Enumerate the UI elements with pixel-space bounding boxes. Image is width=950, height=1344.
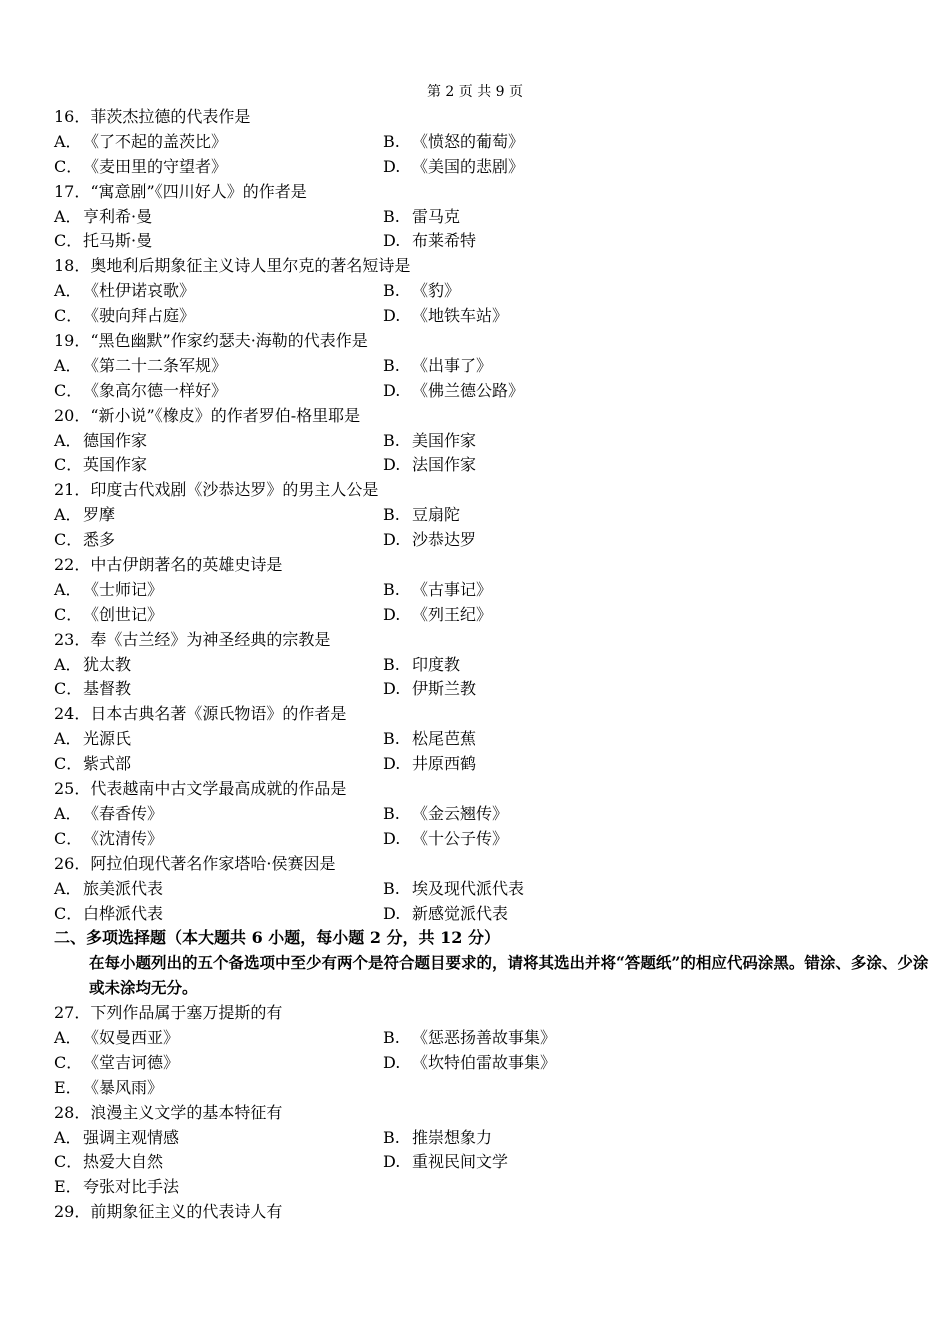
option-letter: A． bbox=[54, 131, 82, 151]
option-3 bbox=[383, 1150, 508, 1175]
option-2 bbox=[54, 379, 227, 404]
question-stem: 18．奥地利后期象征主义诗人里尔克的著名短诗是 bbox=[54, 256, 411, 276]
option-text: 《美国的悲剧》 bbox=[412, 156, 525, 176]
option-0 bbox=[54, 802, 163, 827]
option-letter: A． bbox=[54, 505, 82, 525]
option-2 bbox=[54, 603, 163, 628]
option-1 bbox=[383, 354, 492, 379]
multiple-choice-questions bbox=[54, 1001, 924, 1225]
option-1 bbox=[383, 429, 476, 454]
question-stem: 24．日本古典名著《源氏物语》的作者是 bbox=[54, 704, 347, 724]
option-0 bbox=[54, 1026, 179, 1051]
option-text: 强调主观情感 bbox=[83, 1127, 180, 1147]
option-letter: C． bbox=[54, 754, 83, 774]
option-letter: A． bbox=[54, 430, 82, 450]
option-letter: C． bbox=[54, 380, 83, 400]
option-row bbox=[54, 752, 924, 777]
option-row bbox=[54, 503, 924, 528]
option-letter: D. bbox=[383, 380, 401, 400]
option-text: 《了不起的盖茨比》 bbox=[83, 131, 228, 151]
option-3 bbox=[383, 379, 524, 404]
option-text: 德国作家 bbox=[83, 430, 148, 450]
exam-content bbox=[54, 105, 929, 1225]
option-row bbox=[54, 429, 924, 454]
option-0 bbox=[54, 1126, 179, 1151]
option-1 bbox=[383, 1126, 492, 1151]
option-letter: C． bbox=[54, 679, 83, 699]
option-text: 英国作家 bbox=[83, 455, 148, 475]
option-letter: D. bbox=[383, 231, 401, 251]
option-text: 《堂吉诃德》 bbox=[83, 1052, 180, 1072]
option-2 bbox=[54, 1150, 163, 1175]
question-stem: 25．代表越南中古文学最高成就的作品是 bbox=[54, 779, 347, 799]
option-4 bbox=[54, 1175, 179, 1200]
option-row bbox=[54, 877, 924, 902]
option-letter: A． bbox=[54, 878, 82, 898]
option-text: 犹太教 bbox=[83, 654, 132, 674]
option-text: 沙恭达罗 bbox=[412, 530, 477, 550]
option-2 bbox=[54, 453, 147, 478]
option-1 bbox=[383, 503, 460, 528]
option-letter: A． bbox=[54, 206, 82, 226]
option-text: 美国作家 bbox=[412, 430, 477, 450]
option-letter: B. bbox=[383, 654, 400, 674]
option-text: 《暴风雨》 bbox=[83, 1077, 164, 1097]
option-letter: B. bbox=[383, 1127, 400, 1147]
option-letter: A． bbox=[54, 1027, 82, 1047]
option-letter: A． bbox=[54, 803, 82, 823]
option-text: 《地铁车站》 bbox=[412, 306, 509, 326]
option-1 bbox=[383, 653, 460, 678]
option-letter: B. bbox=[383, 355, 400, 375]
option-3 bbox=[383, 827, 508, 852]
option-letter: B. bbox=[383, 878, 400, 898]
option-letter: C． bbox=[54, 903, 83, 923]
option-0 bbox=[54, 877, 163, 902]
option-row bbox=[54, 528, 924, 553]
option-letter: B. bbox=[383, 803, 400, 823]
option-1 bbox=[383, 1026, 556, 1051]
section-title: 二、多项选择题（本大题共 6 小题，每小题 2 分，共 12 分） bbox=[54, 928, 500, 948]
option-row bbox=[54, 229, 924, 254]
option-letter: B. bbox=[383, 505, 400, 525]
option-letter: A． bbox=[54, 579, 82, 599]
option-text: 《古事记》 bbox=[412, 579, 493, 599]
option-0 bbox=[54, 578, 163, 603]
option-text: 《列王纪》 bbox=[412, 604, 493, 624]
option-row bbox=[54, 1150, 924, 1175]
option-text: 基督教 bbox=[83, 679, 132, 699]
option-letter: D. bbox=[383, 828, 401, 848]
option-0 bbox=[54, 727, 131, 752]
option-letter: B. bbox=[383, 281, 400, 301]
option-letter: D. bbox=[383, 903, 401, 923]
option-letter: B. bbox=[383, 1027, 400, 1047]
option-text: 《士师记》 bbox=[83, 579, 164, 599]
option-letter: C． bbox=[54, 604, 83, 624]
option-text: 《杜伊诺哀歌》 bbox=[83, 281, 196, 301]
option-letter: B. bbox=[383, 430, 400, 450]
option-letter: D. bbox=[383, 306, 401, 326]
option-3 bbox=[383, 453, 476, 478]
option-row bbox=[54, 827, 924, 852]
option-0 bbox=[54, 503, 115, 528]
option-3 bbox=[383, 528, 476, 553]
option-letter: C． bbox=[54, 530, 83, 550]
option-text: 《豹》 bbox=[412, 281, 461, 301]
option-row bbox=[54, 727, 924, 752]
option-text: 埃及现代派代表 bbox=[412, 878, 525, 898]
option-row bbox=[54, 304, 924, 329]
option-text: 《驶向拜占庭》 bbox=[83, 306, 196, 326]
option-0 bbox=[54, 354, 227, 379]
option-text: 《出事了》 bbox=[412, 355, 493, 375]
option-row bbox=[54, 1175, 924, 1200]
option-letter: B. bbox=[383, 131, 400, 151]
option-row bbox=[54, 379, 924, 404]
single-choice-questions bbox=[54, 105, 924, 926]
option-text: 罗摩 bbox=[83, 505, 116, 525]
option-text: 旅美派代表 bbox=[83, 878, 164, 898]
question-stem: 21．印度古代戏剧《沙恭达罗》的男主人公是 bbox=[54, 480, 379, 500]
option-2 bbox=[54, 902, 163, 927]
option-1 bbox=[383, 279, 460, 304]
option-text: 印度教 bbox=[412, 654, 461, 674]
option-text: 《创世记》 bbox=[83, 604, 164, 624]
option-0 bbox=[54, 130, 227, 155]
option-letter: C． bbox=[54, 1152, 83, 1172]
option-letter: D. bbox=[383, 679, 401, 699]
option-letter: C． bbox=[54, 1052, 83, 1072]
option-3 bbox=[383, 229, 476, 254]
option-text: 《第二十二条军规》 bbox=[83, 355, 228, 375]
option-text: 《象高尔德一样好》 bbox=[83, 380, 228, 400]
option-text: 布莱希特 bbox=[412, 231, 477, 251]
option-letter: D. bbox=[383, 156, 401, 176]
question-stem: 22．中古伊朗著名的英雄史诗是 bbox=[54, 555, 283, 575]
option-letter: D. bbox=[383, 455, 401, 475]
option-row bbox=[54, 155, 924, 180]
option-letter: D. bbox=[383, 754, 401, 774]
section-instructions: 在每小题列出的五个备选项中至少有两个是符合题目要求的，请将其选出并将“答题纸”的相应代码涂黑。错涂、多涂、少涂或未涂均无分。 bbox=[89, 953, 929, 998]
option-text: 夸张对比手法 bbox=[83, 1177, 180, 1197]
option-letter: E． bbox=[54, 1077, 82, 1097]
option-text: 《麦田里的守望者》 bbox=[83, 156, 228, 176]
option-text: 伊斯兰教 bbox=[412, 679, 477, 699]
page-number-header: 第 2 页 共 9 页 bbox=[426, 84, 524, 100]
option-row bbox=[54, 603, 924, 628]
option-row bbox=[54, 279, 924, 304]
option-4 bbox=[54, 1076, 163, 1101]
option-text: 推崇想象力 bbox=[412, 1127, 493, 1147]
option-1 bbox=[383, 802, 508, 827]
option-text: 雷马克 bbox=[412, 206, 461, 226]
option-text: 托马斯·曼 bbox=[83, 231, 153, 251]
option-2 bbox=[54, 827, 163, 852]
option-letter: D. bbox=[383, 530, 401, 550]
option-3 bbox=[383, 155, 524, 180]
option-letter: A． bbox=[54, 1127, 82, 1147]
option-letter: A． bbox=[54, 281, 82, 301]
option-3 bbox=[383, 752, 476, 777]
option-letter: D. bbox=[383, 604, 401, 624]
option-text: 法国作家 bbox=[412, 455, 477, 475]
option-text: 新感觉派代表 bbox=[412, 903, 509, 923]
option-text: 亨利希·曼 bbox=[83, 206, 153, 226]
question-stem: 19．“黑色幽默”作家约瑟夫·海勒的代表作是 bbox=[54, 331, 368, 351]
option-row bbox=[54, 130, 924, 155]
question-stem: 16．菲茨杰拉德的代表作是 bbox=[54, 107, 251, 126]
option-letter: C． bbox=[54, 455, 83, 475]
option-letter: E． bbox=[54, 1177, 82, 1197]
option-row bbox=[54, 902, 924, 927]
question-stem: 20．“新小说”《橡皮》的作者罗伯-格里耶是 bbox=[54, 405, 361, 425]
option-row bbox=[54, 205, 924, 230]
option-row bbox=[54, 453, 924, 478]
option-row bbox=[54, 677, 924, 702]
option-letter: A． bbox=[54, 729, 82, 749]
option-letter: B. bbox=[383, 206, 400, 226]
option-letter: D. bbox=[383, 1152, 401, 1172]
option-letter: C． bbox=[54, 156, 83, 176]
option-row bbox=[54, 1051, 924, 1076]
option-0 bbox=[54, 653, 131, 678]
option-letter: C． bbox=[54, 306, 83, 326]
option-text: 松尾芭蕉 bbox=[412, 729, 477, 749]
question-stem: 23．奉《古兰经》为神圣经典的宗教是 bbox=[54, 629, 331, 649]
option-text: 悉多 bbox=[83, 530, 116, 550]
option-2 bbox=[54, 229, 152, 254]
option-1 bbox=[383, 130, 524, 155]
option-3 bbox=[383, 677, 476, 702]
option-row bbox=[54, 653, 924, 678]
option-letter: B. bbox=[383, 579, 400, 599]
option-letter: A． bbox=[54, 355, 82, 375]
option-letter: B. bbox=[383, 729, 400, 749]
question-stem: 27．下列作品属于塞万提斯的有 bbox=[54, 1003, 283, 1023]
option-text: 《奴曼西亚》 bbox=[83, 1027, 180, 1047]
option-text: 《金云翘传》 bbox=[412, 803, 509, 823]
option-row bbox=[54, 1076, 924, 1101]
option-text: 《十公子传》 bbox=[412, 828, 509, 848]
option-text: 《惩恶扬善故事集》 bbox=[412, 1027, 557, 1047]
option-letter: C． bbox=[54, 231, 83, 251]
option-letter: A． bbox=[54, 654, 82, 674]
question-stem: 29．前期象征主义的代表诗人有 bbox=[54, 1202, 283, 1222]
option-1 bbox=[383, 578, 492, 603]
question-stem: 26．阿拉伯现代著名作家塔哈·侯赛因是 bbox=[54, 853, 336, 873]
option-text: 井原西鹤 bbox=[412, 754, 477, 774]
option-text: 光源氏 bbox=[83, 729, 132, 749]
option-0 bbox=[54, 205, 152, 230]
option-3 bbox=[383, 1051, 556, 1076]
option-0 bbox=[54, 279, 195, 304]
option-row bbox=[54, 578, 924, 603]
option-text: 白桦派代表 bbox=[83, 903, 164, 923]
option-row bbox=[54, 1026, 924, 1051]
option-text: 豆扇陀 bbox=[412, 505, 461, 525]
question-stem: 28．浪漫主义文学的基本特征有 bbox=[54, 1102, 283, 1122]
question-stem: 17．“寓意剧”《四川好人》的作者是 bbox=[54, 181, 307, 201]
option-row bbox=[54, 354, 924, 379]
option-text: 紫式部 bbox=[83, 754, 132, 774]
option-3 bbox=[383, 902, 508, 927]
option-text: 热爱大自然 bbox=[83, 1152, 164, 1172]
option-text: 《佛兰德公路》 bbox=[412, 380, 525, 400]
option-3 bbox=[383, 304, 508, 329]
option-text: 《沈清传》 bbox=[83, 828, 164, 848]
option-row bbox=[54, 802, 924, 827]
option-0 bbox=[54, 429, 147, 454]
option-1 bbox=[383, 877, 524, 902]
option-2 bbox=[54, 752, 131, 777]
option-2 bbox=[54, 304, 195, 329]
option-2 bbox=[54, 677, 131, 702]
option-text: 《坎特伯雷故事集》 bbox=[412, 1052, 557, 1072]
option-text: 《春香传》 bbox=[83, 803, 164, 823]
option-text: 重视民间文学 bbox=[412, 1152, 509, 1172]
option-row bbox=[54, 1126, 924, 1151]
option-1 bbox=[383, 727, 476, 752]
option-2 bbox=[54, 528, 115, 553]
option-1 bbox=[383, 205, 460, 230]
option-letter: C． bbox=[54, 828, 83, 848]
option-2 bbox=[54, 1051, 179, 1076]
option-2 bbox=[54, 155, 227, 180]
option-3 bbox=[383, 603, 492, 628]
option-letter: D. bbox=[383, 1052, 401, 1072]
option-text: 《愤怒的葡萄》 bbox=[412, 131, 525, 151]
